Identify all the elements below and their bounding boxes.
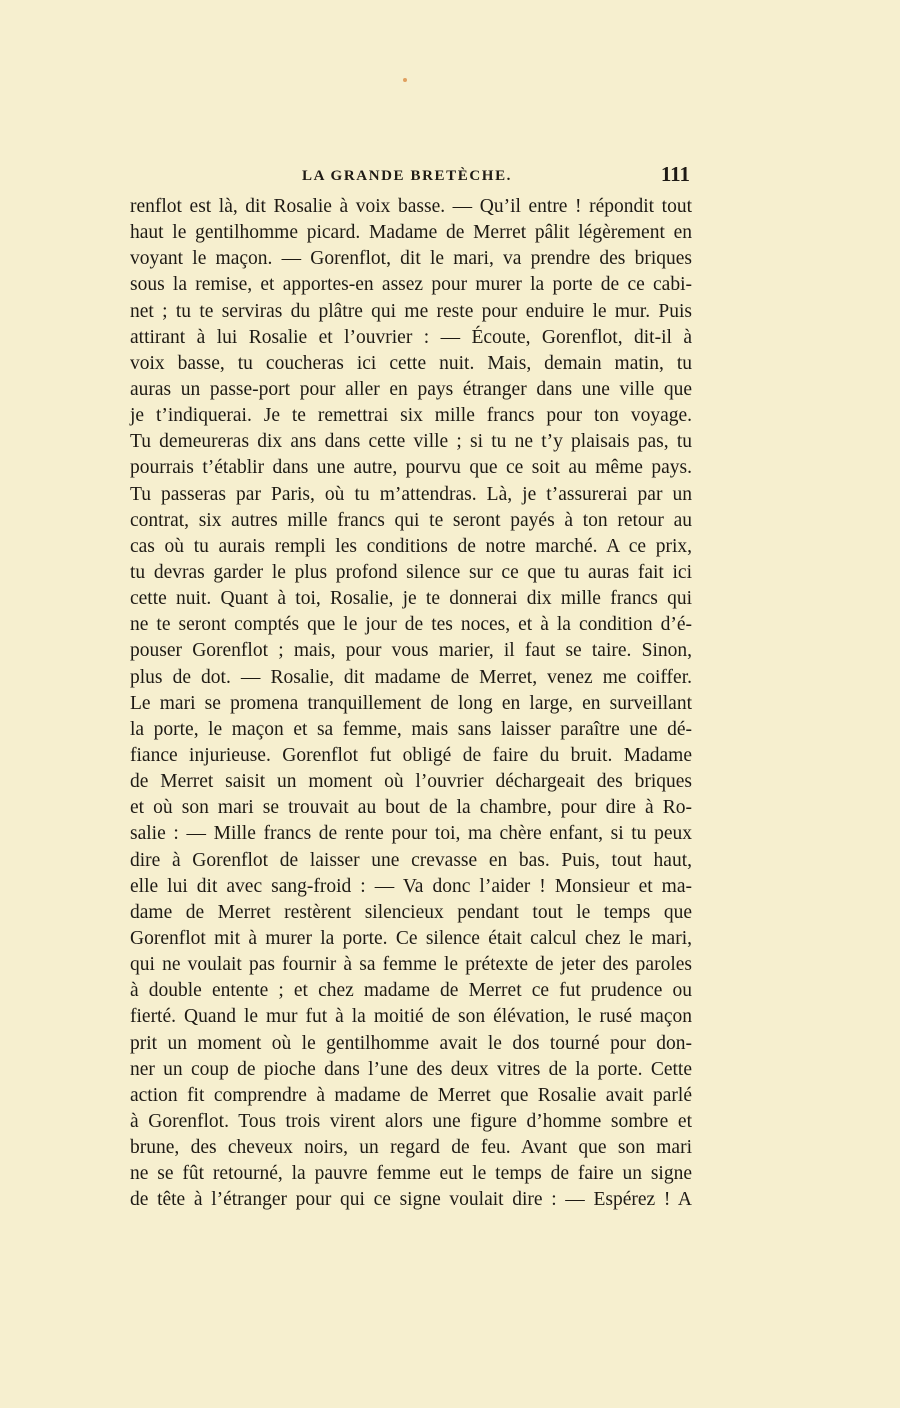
text-line: et où son mari se trouvait au bout de la chambre, pour dire à Ro- — [130, 797, 692, 819]
text-line: fiance injurieuse. Gorenflot fut obligé de faire du bruit. Madame — [130, 744, 692, 766]
text-line: la porte, le maçon et sa femme, mais sans laisser paraître une dé- — [130, 718, 692, 740]
text-line: Le mari se promena tranquillement de long en large, en surveillant — [130, 692, 692, 714]
text-line: ne se fût retourné, la pauvre femme eut le temps de faire un signe — [130, 1163, 692, 1185]
text-line: à Gorenflot. Tous trois virent alors une figure d’homme sombre et — [130, 1110, 692, 1132]
text-line: pouser Gorenflot ; mais, pour vous marier, il faut se taire. Sinon, — [130, 640, 692, 662]
text-line: auras un passe-port pour aller en pays étranger dans une ville que — [130, 378, 692, 400]
text-line: voix basse, tu coucheras ici cette nuit. Mais, demain matin, tu — [130, 352, 692, 374]
text-line: de Merret saisit un moment où l’ouvrier déchargeait des briques — [130, 771, 692, 793]
text-line: fierté. Quand le mur fut à la moitié de son élévation, le rusé maçon — [130, 1006, 692, 1028]
text-line: qui ne voulait pas fournir à sa femme le prétexte de jeter des paroles — [130, 954, 692, 976]
text-line: voyant le maçon. — Gorenflot, dit le mari, va prendre des briques — [130, 248, 692, 270]
text-line: Tu demeureras dix ans dans cette ville ; si tu ne t’y plaisais pas, tu — [130, 431, 692, 453]
text-line: sous la remise, et apportes-en assez pour murer la porte de ce cabi- — [130, 274, 692, 296]
text-line: tu devras garder le plus profond silence sur ce que tu auras fait ici — [130, 561, 692, 583]
text-line: brune, des cheveux noirs, un regard de feu. Avant que son mari — [130, 1137, 692, 1159]
text-line: cette nuit. Quant à toi, Rosalie, je te donnerai dix mille francs qui — [130, 588, 692, 610]
text-line: elle lui dit avec sang-froid : — Va donc l’aider ! Monsieur et ma- — [130, 875, 692, 897]
ink-spot — [403, 78, 407, 82]
text-line: Tu passeras par Paris, où tu m’attendras. Là, je t’assurerai par un — [130, 483, 692, 505]
page-header — [130, 164, 692, 190]
text-line: action fit comprendre à madame de Merret que Rosalie avait parlé — [130, 1084, 692, 1106]
text-line: dame de Merret restèrent silencieux pendant tout le temps que — [130, 901, 692, 923]
page-number: 111 — [660, 162, 690, 186]
text-line: salie : — Mille francs de rente pour toi, ma chère enfant, si tu peux — [130, 823, 692, 845]
text-line: ne te seront comptés que le jour de tes noces, et à la condition d’é- — [130, 614, 692, 636]
text-line: pourrais t’établir dans une autre, pourvu que ce soit au même pays. — [130, 457, 692, 479]
text-line: net ; tu te serviras du plâtre qui me reste pour enduire le mur. Puis — [130, 300, 692, 322]
text-line: je t’indiquerai. Je te remettrai six mille francs pour ton voyage. — [130, 405, 692, 427]
text-line: prit un moment où le gentilhomme avait le dos tourné pour don- — [130, 1032, 692, 1054]
text-line: Gorenflot mit à murer la porte. Ce silence était calcul chez le mari, — [130, 927, 692, 949]
text-line: contrat, six autres mille francs qui te seront payés à ton retour au — [130, 509, 692, 531]
text-line: haut le gentilhomme picard. Madame de Merret pâlit légèrement en — [130, 222, 692, 244]
text-line: plus de dot. — Rosalie, dit madame de Merret, venez me coiffer. — [130, 666, 692, 688]
text-line: cas où tu aurais rempli les conditions de notre marché. A ce prix, — [130, 535, 692, 557]
text-line: de tête à l’étranger pour qui ce signe voulait dire : — Espérez ! A — [130, 1189, 692, 1211]
text-line: renflot est là, dit Rosalie à voix basse. — Qu’il entre ! répondit tout — [130, 196, 692, 217]
text-line: ner un coup de pioche dans l’une des deux vitres de la porte. Cette — [130, 1058, 692, 1080]
running-title: LA GRANDE BRETÈCHE. — [302, 168, 513, 184]
body-text — [130, 194, 692, 1213]
text-line: attirant à lui Rosalie et l’ouvrier : — Écoute, Gorenflot, dit-il à — [130, 326, 692, 348]
text-line: dire à Gorenflot de laisser une crevasse en bas. Puis, tout haut, — [130, 849, 692, 871]
text-line: à double entente ; et chez madame de Merret ce fut prudence ou — [130, 980, 692, 1002]
